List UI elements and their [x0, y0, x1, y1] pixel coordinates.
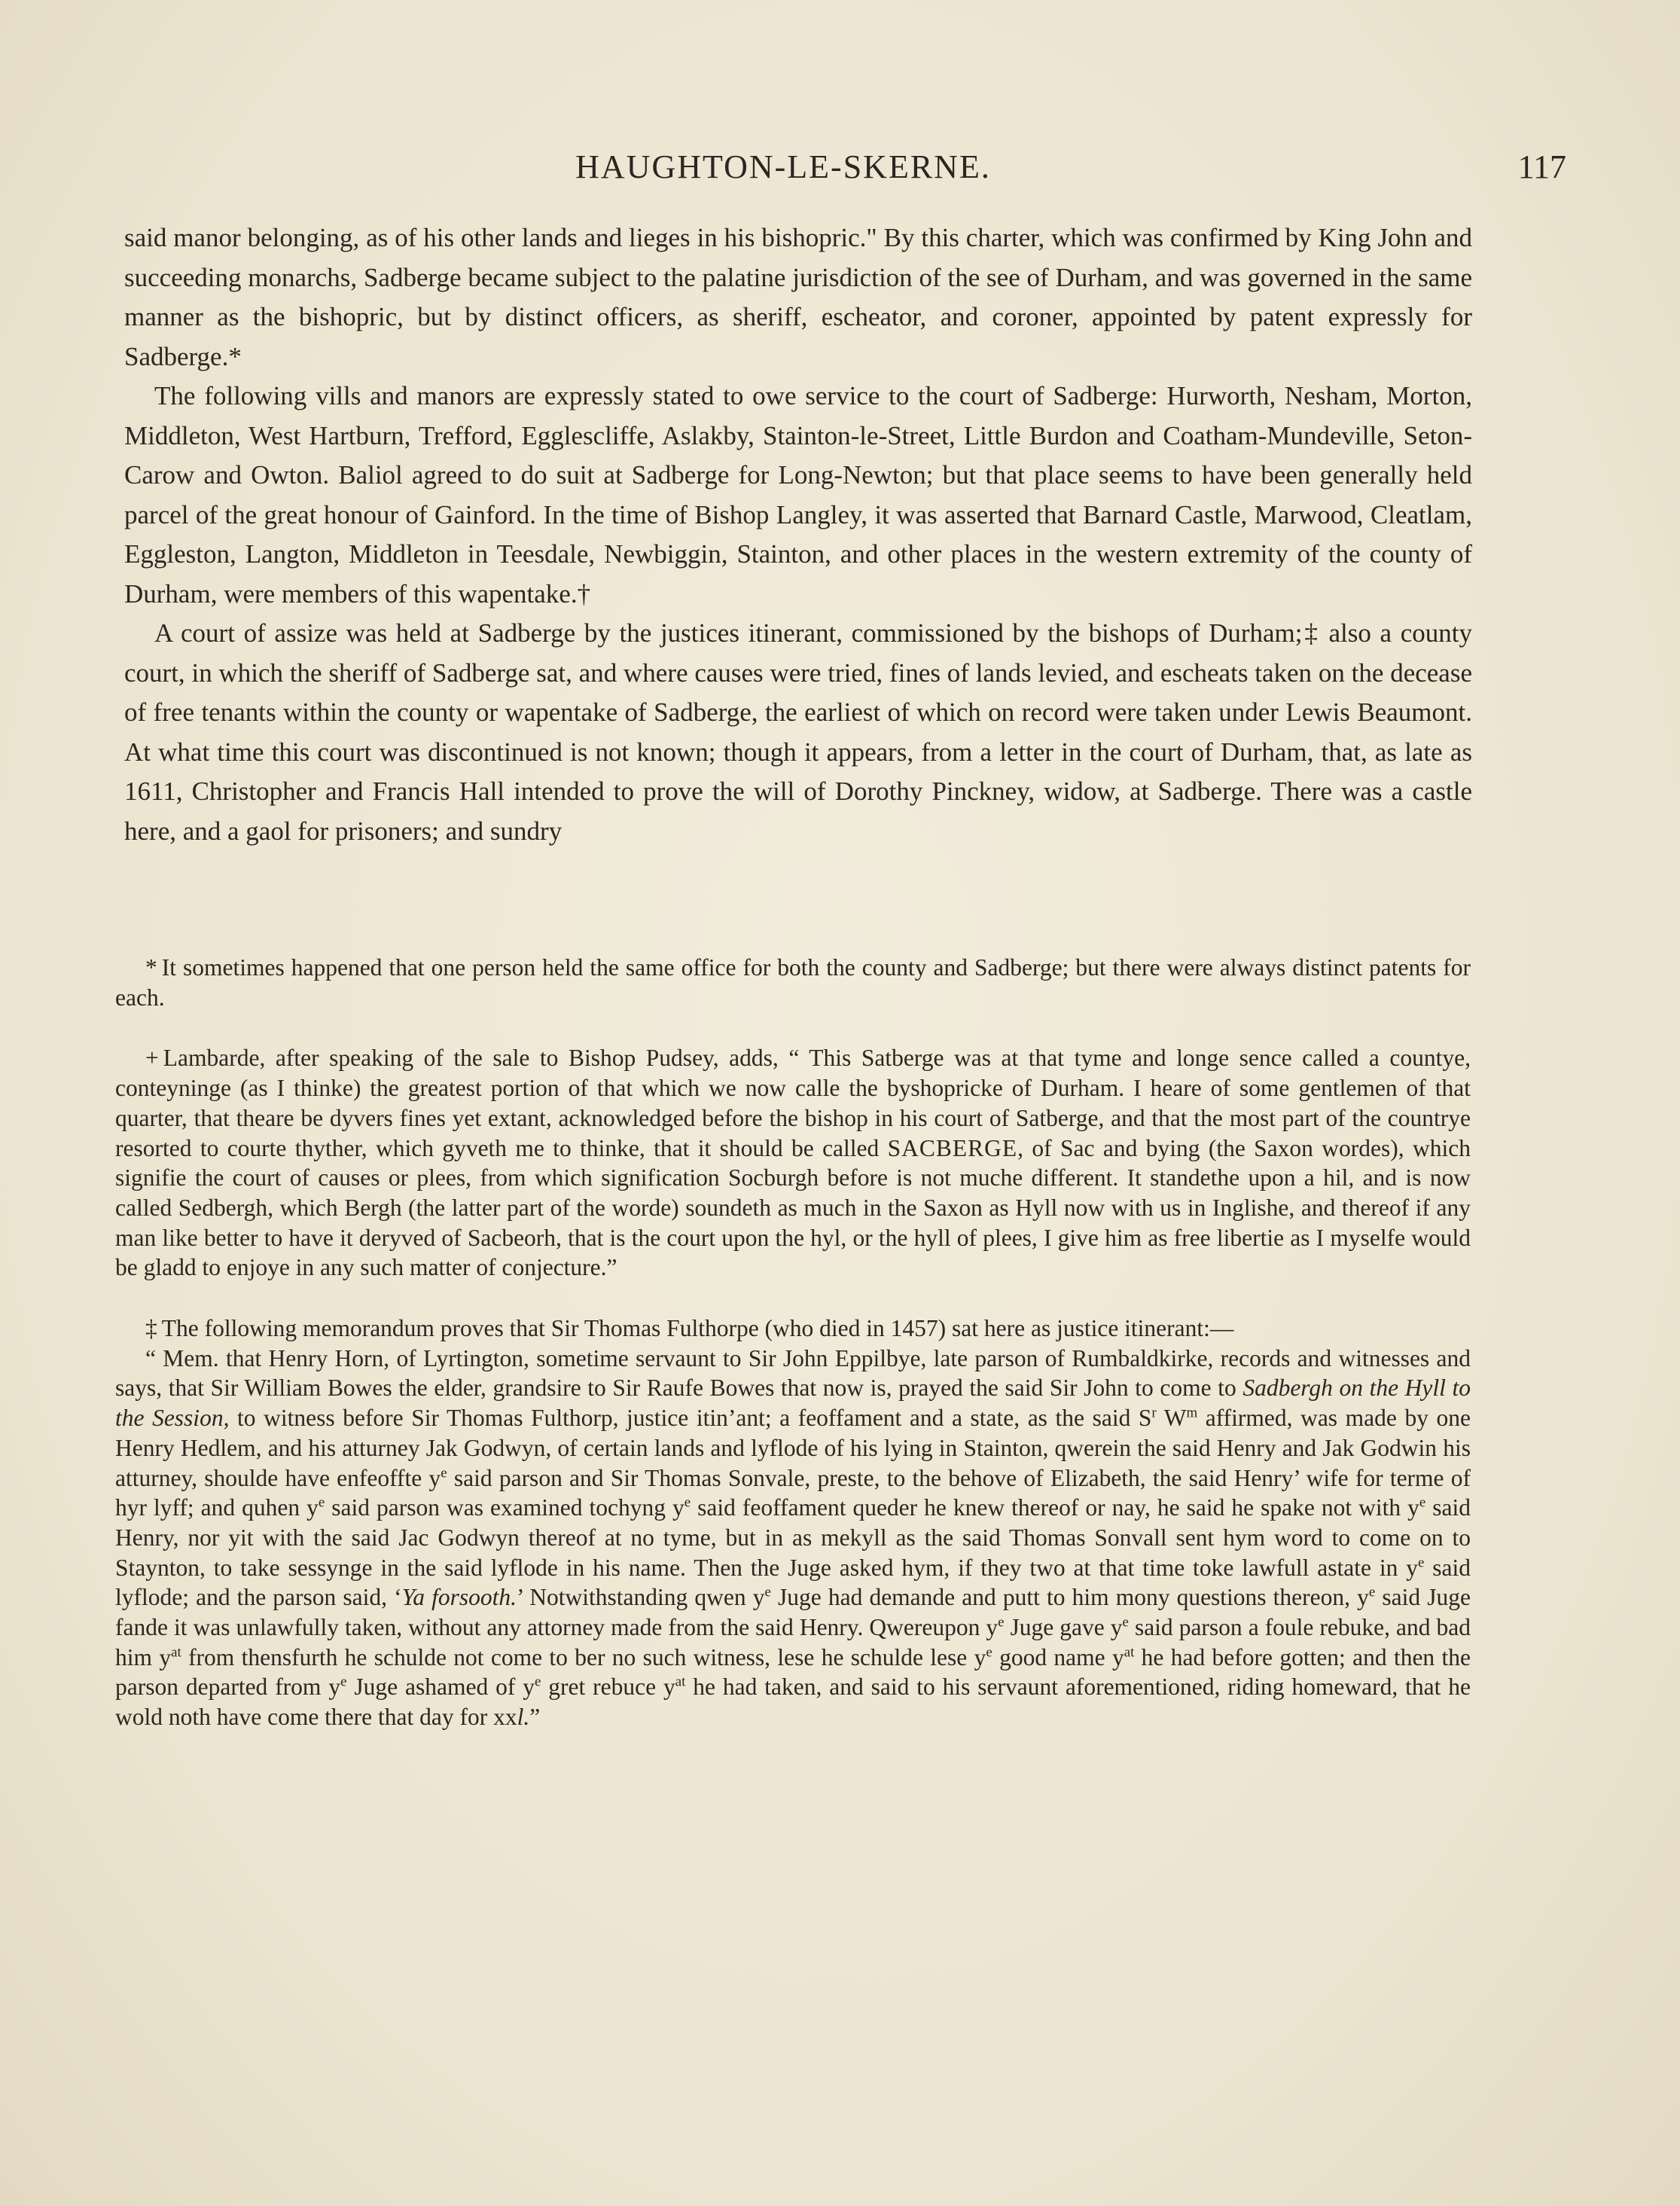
footnote-dagger [115, 1043, 1471, 1283]
footnote-mark: ‡ [145, 1315, 157, 1342]
footnote-text: Lambarde, after speaking of the sale to Bishop Pudsey, adds, “ This Satberge was at that tyme and longe sence called a countye, conteyninge (as I thinke) the greatest portion of that which we now calle the byshopricke of Durham. I heare of some gentlemen of that quarter, that theare be dyvers fines yet extant, acknowledged before the bishop in his court of Satberge, and that the most part of the countrye resorted to courte thyther, which gyveth me to thinke, that it should be called [115, 1045, 1471, 1161]
paragraph-1: said manor belonging, as of his other lands and lieges in his bishopric." By this charter, which was confirmed by King John and succeeding monarchs, Sadberge became subject to the palatine jurisdiction of the see of Durham, and was governed in the same manner as the bishopric, but by distinct officers, as sheriff, escheator, and coroner, appointed by patent expressly for Sadberge.* [124, 223, 1472, 371]
italic-phrase: Ya forsooth. [401, 1584, 517, 1611]
paragraph-2: The following vills and manors are expressly stated to owe service to the court of Sadberge: Hurworth, Nesham, Morton, Middleton, West Hartburn, Trefford, Egglescliffe, Aslakby, Stainton-le-Street, Little Burdon and Coatham-Mundeville, Seton-Carow and Owton. Baliol agreed to do suit at Sadberge for Long-Newton; but that place seems to have been generally held parcel of the great honour of Gainford. In the time of Bishop Langley, it was asserted that Barnard Castle, Marwood, Cleatlam, Eggleston, Langton, Middleton in Teesdale, Newbiggin, Stainton, and other places in the western extremity of the county of Durham, were members of this wapentake.† [124, 381, 1472, 609]
main-text [124, 218, 1472, 851]
footnote-text: , of Sac and bying (the Saxon wordes), which signifie the court of causes or plees, from which signification Socburgh before is not muche different. It standethe upon a hil, and is now called Sedbergh, which Bergh (the latter part of the worde) soundeth as much in the Saxon as Hyll now with us in Inglishe, and thereof if any man like better to have it deryved of Sacbeorh, that is the court upon the hyl, or the hyll of plees, I give him as free libertie as I myselfe would be gladd to enjoye in any such matter of conjecture.” [115, 1134, 1471, 1281]
footnotes [115, 953, 1471, 1732]
footnote-ddagger-intro [115, 1314, 1471, 1344]
footnote-text: The following memorandum proves that Sir Thomas Fulthorpe (who died in 1457) sat here as justice itinerant:— [161, 1315, 1234, 1342]
footnote-mark: * [145, 954, 157, 981]
page-header [120, 148, 1566, 193]
footnote-emphasis: SACBERGE [887, 1134, 1018, 1161]
italic-phrase: Sadbergh on the Hyll to the Session, [115, 1375, 1471, 1432]
footnote-star [115, 953, 1471, 1012]
footnote-text: It sometimes happened that one person held the same office for both the county and Sadberge; but there were always distinct patents for each. [115, 954, 1471, 1011]
page-number: 117 [1517, 148, 1566, 185]
paragraph-3: A court of assize was held at Sadberge by the justices itinerant, commissioned by the bishops of Durham;‡ also a county court, in which the sheriff of Sadberge sat, and where causes were tried, fines of lands levied, and escheats taken on the decease of free tenants within the county or wapentake of Sadberge, the earliest of which on record were taken under Lewis Beaumont. At what time this court was discontinued is not known; though it appears, from a letter in the court of Durham, that, as late as 1611, Christopher and Francis Hall intended to prove the will of Dorothy Pinckney, widow, at Sadberge. There was a castle here, and a gaol for prisoners; and sundry [124, 618, 1472, 846]
footnote-mark: + [145, 1045, 159, 1072]
footnote-ddagger-memorandum: “ Mem. that Henry Horn, of Lyrtington, sometime servaunt to Sir John Eppilbye, late parson of Rumbaldkirke, records and witnesses and says, that Sir William Bowes the elder, grandsire to Sir Raufe Bowes that now is, prayed the said Sir John to come to Sadbergh on the Hyll to the Session, to witness before Sir Thomas Fulthorp, justice itin’ant; a feoffament and a state, as the said $S^r$ $W^m$ affirmed, was made by one Henry Hedlem, and his atturney Jak Godwyn, of certain lands and lyflode of his lying in Stainton, qwerein the said Henry and Jak Godwin his atturney, shoulde have enfeoffte $y^e$ said parson and Sir Thomas Sonvale, preste, to the behove of Elizabeth, the said Henry’ wife for terme of hyr lyff; and quhen $y^e$ said parson was examined tochyng $y^e$ said feoffament queder he knew thereof or nay, he said he spake not with $y^e$ said Henry, nor yit with the said Jac Godwyn thereof at no tyme, but in as mekyll as the said Thomas Sonvall sent hym word to come on to Staynton, to take sessynge in the said lyflode in his name. Then the Juge asked hym, if they two at that time toke lawfull astate in $y^e$ said lyflode; and the parson said, ‘Ya forsooth.’ Notwithstanding qwen $y^e$ Juge had demande and putt to him mony questions thereon, $y^e$ said Juge fande it was unlawfully taken, without any attorney made from the said Henry. Qwereupon $y^e$ Juge gave $y^e$ said parson a foule rebuke, and bad him $y^{at}$ from thensfurth he schulde not come to ber no such witness, lese he schulde lese $y^e$ good name $y^{at}$ he had before gotten; and then the parson departed from $y^e$ Juge ashamed of $y^e$ gret rebuce $y^{at}$ he had taken, and said to his servaunt aforementioned, riding homeward, that he wold noth have come there that day for xxl.” [115, 1344, 1471, 1731]
running-head: HAUGHTON-LE-SKERNE. [575, 148, 991, 185]
